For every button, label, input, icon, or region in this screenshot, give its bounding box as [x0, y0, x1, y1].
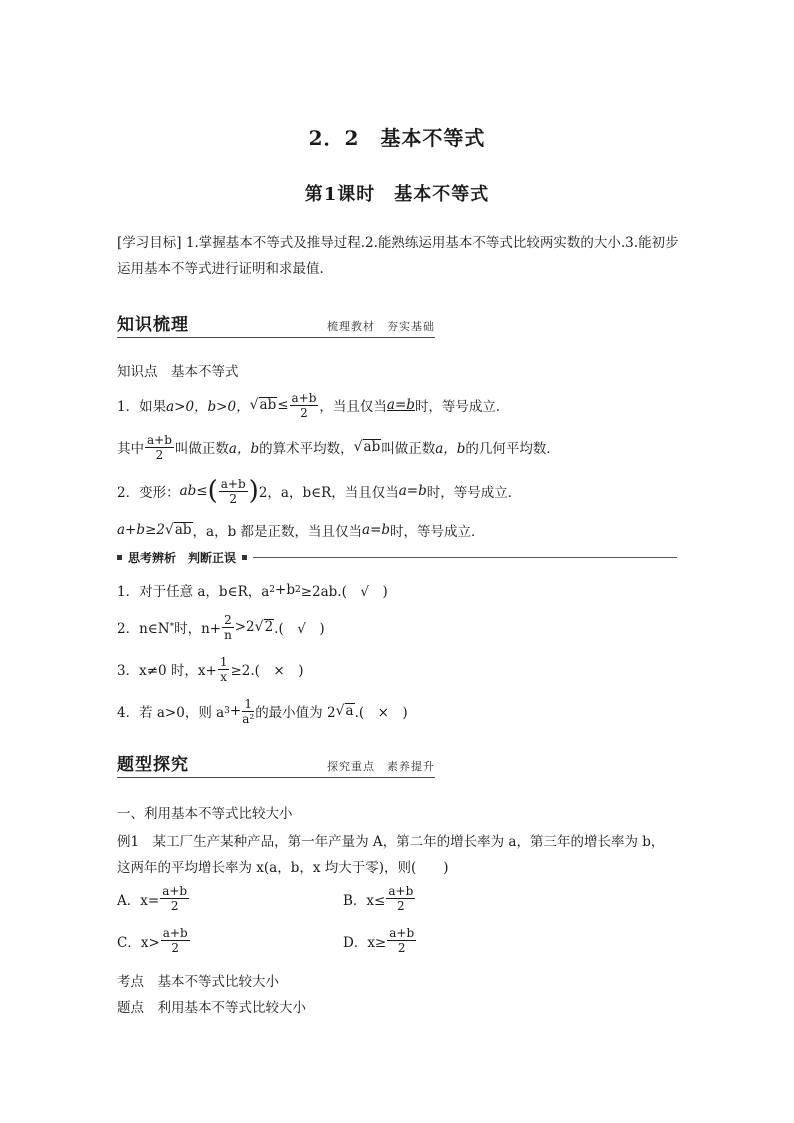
knowledge-explanation [117, 432, 560, 462]
thinking-label: 思考辨析 判断正误 [128, 550, 237, 565]
square-bullet-icon [242, 555, 247, 560]
fraction: $\frac{1}{\text{a²}}$ [242, 696, 255, 726]
item2-equality: a=b [398, 483, 427, 499]
kaodian-line: 考点 基本不等式比较大小 [117, 974, 279, 990]
example-line-1: 例1 某工厂生产某种产品，第一年产量为 A，第二年的增长率为 a，第三年的增长率为 b， [117, 834, 665, 850]
judgment-item-3: 3．x≠0 时，x+ $\frac{1}{x}$ ≥2.( × ) [117, 654, 304, 684]
fraction-a-plus-b-over-2: $\frac{a+b}{2}$ [220, 476, 246, 506]
learning-objective [117, 230, 687, 282]
item2-prefix: 2．变形： [117, 485, 180, 501]
section-divider [117, 777, 435, 778]
knowledge-point-heading [117, 360, 239, 380]
explain-mid2: 叫做正数 [381, 441, 436, 457]
sqrt-ab: √ ab [353, 439, 381, 455]
sqrt-2: √ 2 [254, 619, 274, 635]
leq-sign: ≤ [277, 397, 289, 413]
section-header-subtitle: 梳理教材 夯实基础 [327, 320, 435, 333]
section-header-title: 知识梳理 [117, 315, 189, 335]
item2-ab: ab≤ [179, 483, 208, 499]
item1-suffix-a: ，当且仅当 [319, 399, 387, 415]
section-title: 2．2 基本不等式 [308, 126, 486, 150]
item1-condition: a>0，b>0， [166, 399, 250, 415]
fraction: $\frac{a+b}{2}$ [388, 884, 414, 913]
explain-prefix: 其中 [117, 441, 144, 457]
item3-mid: ，a，b 都是正数，当且仅当 [192, 524, 363, 540]
thinking-divider [117, 550, 677, 564]
explain-ab: a，b [228, 441, 260, 457]
explain-ab-2: a，b [435, 441, 466, 457]
fraction: $\frac{2}{n}$ [224, 612, 232, 642]
explain-geo: 的几何平均数． [465, 441, 560, 457]
judgment-item-1: 1．对于任意 a，b∈R，a 2 +b 2 ≥2ab.( √ ) [117, 582, 388, 600]
section-header-knowledge [117, 308, 435, 338]
section-header-subtitle: 探究重点 素养提升 [327, 760, 435, 773]
item1-equality: a=b [386, 397, 415, 413]
sqrt-ab: √ ab [164, 522, 192, 538]
fraction: $\frac{a+b}{2}$ [162, 926, 188, 955]
fraction: $\frac{a+b}{2}$ [162, 884, 188, 913]
option-a[interactable]: A．x= $\frac{a+b}{2}$ [117, 884, 188, 913]
objective-label: [学习目标] [117, 235, 182, 251]
sqrt-ab: √ ab [249, 397, 277, 413]
example-line-2: 这两年的平均增长率为 x(a，b，x 均大于零)，则( ) [117, 860, 449, 876]
fraction: $\frac{a+b}{2}$ [389, 926, 415, 955]
option-d[interactable]: D．x≥ $\frac{a+b}{2}$ [343, 926, 415, 955]
knowledge-point-heading-text: 知识点 基本不等式 [117, 364, 239, 380]
square-bullet-icon [117, 555, 122, 560]
knowledge-item-1 [117, 390, 509, 420]
item3-tail: 时，等号成立． [390, 524, 485, 540]
objective-text: 1.掌握基本不等式及推导过程.2.能熟练运用基本不等式比较两实数的大小.3.能初步运用基本不等式进行证明和求最值. [117, 235, 679, 277]
explain-mid: 叫做正数 [174, 441, 229, 457]
sqrt-a: √ a [335, 703, 354, 719]
item2-tail: 时，等号成立． [426, 485, 522, 501]
item1-prefix: 1．如果 [117, 399, 167, 415]
tidian-line: 题点 利用基本不等式比较大小 [117, 1000, 306, 1016]
judgment-item-2: 2．n∈N * 时，n+ $\frac{2}{n}$ >2 √ 2 .( √ ) [117, 612, 325, 642]
type-one-heading: 一、利用基本不等式比较大小 [117, 806, 293, 822]
fraction: $\frac{1}{x}$ [219, 654, 228, 684]
judgment-item-4: 4．若 a>0，则 a 3 + $\frac{1}{\text{a²}}$ 的最小值为 2 √ a .( × ) [117, 696, 408, 726]
lesson-title: 第1课时 基本不等式 [304, 184, 490, 205]
item1-suffix-b: 时，等号成立． [414, 399, 510, 415]
item3-left: a+b≥2 [117, 522, 165, 538]
option-b[interactable]: B．x≤ $\frac{a+b}{2}$ [343, 884, 414, 913]
item2-after: 2，a，b∈R，当且仅当 [258, 485, 399, 501]
knowledge-item-2: 2．变形： ab≤ ( $\frac{a+b}{2}$ ) 2，a，b∈R，当且仅当 a=b 时，等号成立． [117, 476, 522, 506]
section-divider [117, 337, 435, 338]
item3-equality: a=b [362, 522, 391, 538]
section-header-title: 题型探究 [117, 755, 189, 775]
fraction-a-plus-b-over-2: $\frac{a+b}{2}$ [147, 432, 172, 462]
fraction-a-plus-b-over-2: $\frac{a+b}{2}$ [291, 390, 317, 420]
thinking-rule [253, 557, 677, 558]
explain-arith: 的算术平均数， [259, 441, 354, 457]
knowledge-item-3 [117, 520, 485, 540]
section-header-types [117, 748, 435, 778]
option-c[interactable]: C．x> $\frac{a+b}{2}$ [117, 926, 188, 955]
